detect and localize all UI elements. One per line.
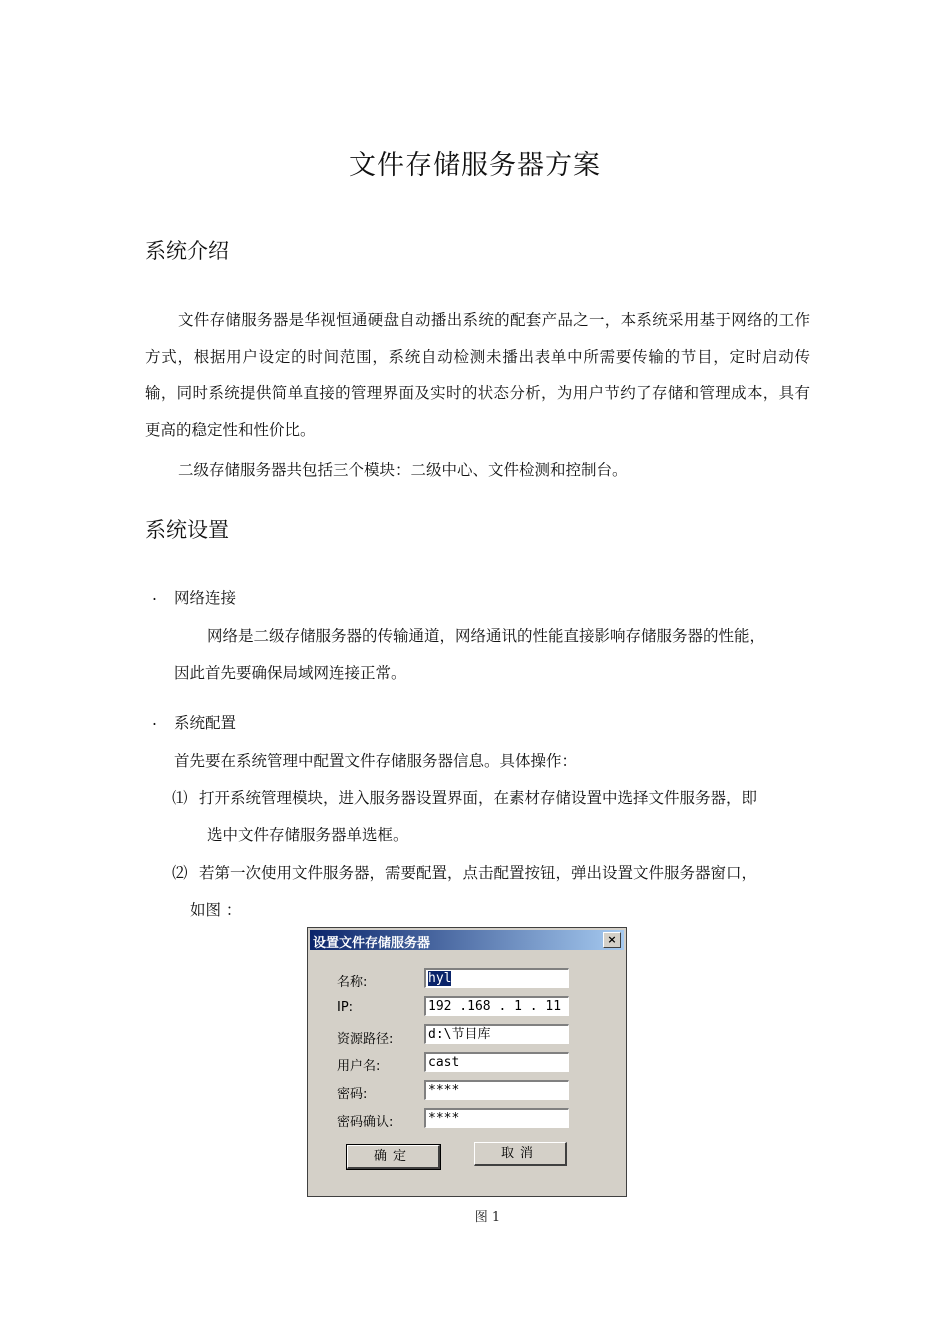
ip-label: IP:: [337, 1000, 354, 1015]
resource-path-label: 资源路径:: [337, 1032, 394, 1047]
item-title-network: 网络连接: [174, 589, 237, 607]
step1-number: ⑴: [172, 789, 188, 807]
bullet-network: .: [152, 586, 157, 604]
name-label: 名称:: [337, 975, 368, 990]
file-server-dialog: [307, 927, 627, 1197]
name-value: hyl: [428, 971, 452, 986]
password-confirm-field[interactable]: ****: [424, 1108, 569, 1128]
resource-path-field[interactable]: d:\节目库: [424, 1024, 569, 1044]
username-field[interactable]: cast: [424, 1052, 569, 1072]
step2-line2: 如图 ：: [190, 901, 242, 919]
step1-line2: 选中文件存储服务器单选框。: [207, 826, 409, 844]
ok-button[interactable]: 确定: [347, 1145, 440, 1169]
modules-paragraph: 二级存储服务器共包括三个模块：二级中心、文件检测和控制台。: [178, 461, 628, 479]
password-field[interactable]: ****: [424, 1080, 569, 1100]
cancel-button[interactable]: 取消: [474, 1142, 567, 1166]
network-text-line1: 网络是二级存储服务器的传输通道，网络通讯的性能直接影响存储服务器的性能，: [207, 627, 766, 645]
username-label: 用户名:: [337, 1059, 381, 1074]
dialog-title: 设置文件存储服务器: [313, 936, 431, 951]
dialog-titlebar[interactable]: [310, 930, 624, 950]
intro-paragraph: 文件存储服务器是华视恒通硬盘自动播出系统的配套产品之一，本系统采用基于网络的工作方式，根据用户设定的时间范围，系统自动检测未播出表单中所需要传输的节目，定时启动传输，同时系统提供简单直接的管理界面及实时的状态分析，为用户节约了存储和管理成本，具有更高的稳定性和性价比。: [145, 311, 810, 439]
section-heading-setup: 系统设置: [145, 518, 229, 542]
bullet-config: .: [152, 711, 157, 729]
password-confirm-label: 密码确认:: [337, 1115, 394, 1130]
item-title-config: 系统配置: [174, 714, 237, 732]
figure-caption: 图 1: [474, 1210, 501, 1225]
password-label: 密码:: [337, 1087, 368, 1102]
ip-field[interactable]: 192 .168 . 1 . 11: [424, 996, 569, 1016]
network-text-line2: 因此首先要确保局域网连接正常。: [174, 664, 407, 682]
name-field[interactable]: [424, 968, 569, 988]
step2-number: ⑵: [172, 864, 188, 882]
step1-line1: 打开系统管理模块，进入服务器设置界面，在素材存储设置中选择文件服务器，即: [199, 789, 758, 807]
section-heading-intro: 系统介绍: [145, 239, 229, 263]
step2-line1: 若第一次使用文件服务器，需要配置，点击配置按钮，弹出设置文件服务器窗口，: [199, 864, 758, 882]
config-intro: 首先要在系统管理中配置文件存储服务器信息。具体操作：: [174, 752, 578, 770]
close-icon[interactable]: ×: [603, 932, 621, 948]
page-title: 文件存储服务器方案: [349, 150, 601, 181]
